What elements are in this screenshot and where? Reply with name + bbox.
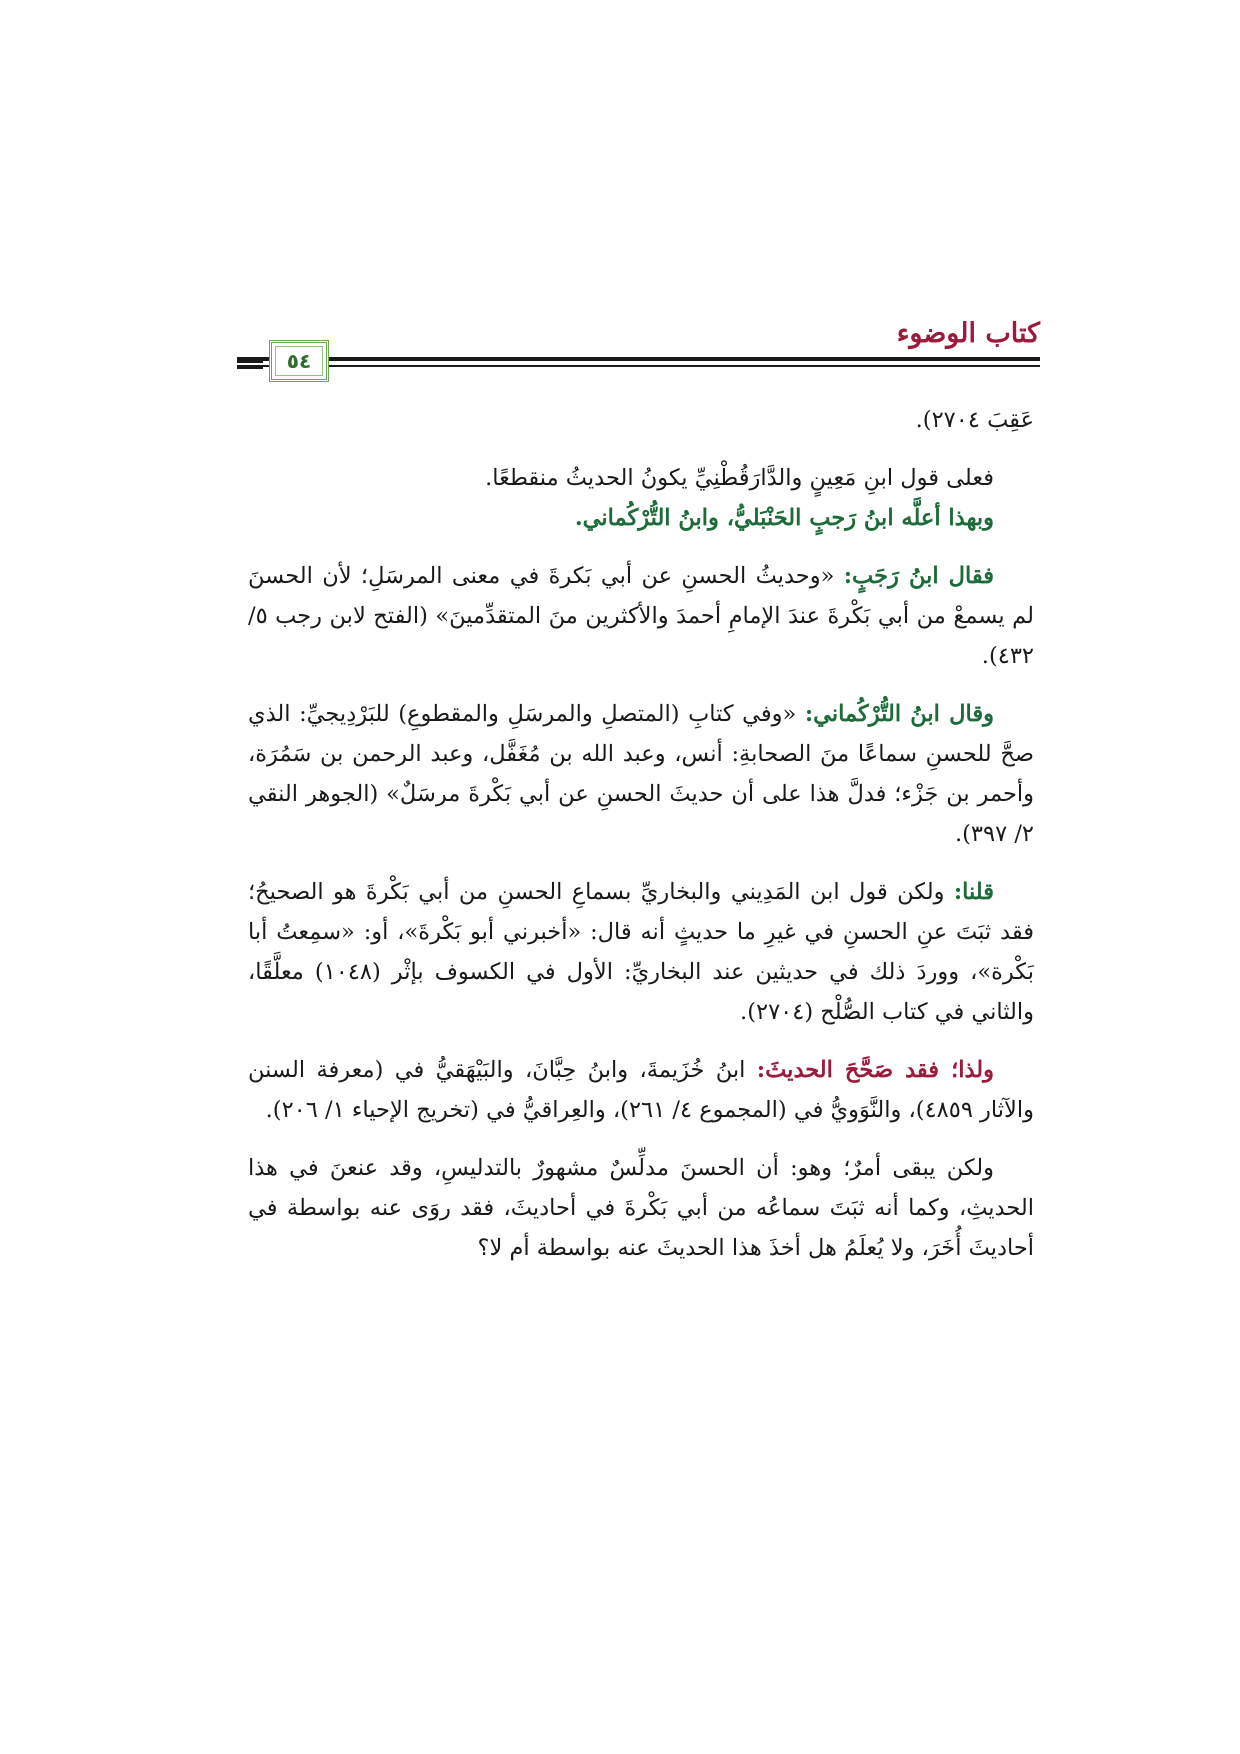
- continuation-line: عَقِبَ ٢٧٠٤).: [915, 407, 1034, 433]
- page-body: [248, 400, 1034, 1268]
- paragraph-3-lead: فقال ابنُ رَجَبٍ:: [843, 563, 994, 589]
- paragraph-6-text: ابنُ خُزَيمةَ، وابنُ حِبَّانَ، والبَيْهَقيُّ في (معرفة السنن والآثار ٤٨٥٩)، والنَّوَويُّ في (المجموع ٤/ ٢٦١)، والعِراقيُّ في (تخريج الإحياء ١/ ٢٠٦).: [248, 1057, 1034, 1123]
- paragraph-6-lead: ولذا؛ فقد صَحَّحَ الحديثَ:: [756, 1057, 995, 1083]
- page-header: [237, 310, 1040, 388]
- paragraph-5: [248, 872, 1034, 1032]
- paragraph-4-lead: وقال ابنُ التُّرْكُماني:: [804, 701, 994, 727]
- header-rule-thick: [237, 357, 1040, 361]
- paragraph-6: [248, 1050, 1034, 1130]
- header-left-dashes: [237, 360, 263, 368]
- paragraph-3-text: «وحديثُ الحسنِ عن أبي بَكرةَ في معنى المرسَلِ؛ لأن الحسنَ لم يسمعْ من أبي بَكْرةَ عندَ الإمامِ أحمدَ والأكثرين منَ المتقدِّمينَ» (الفتح لابن رجب ٥/ ٤٣٢).: [248, 563, 1034, 669]
- header-rule-thin: [237, 365, 1040, 367]
- page-number-frame: [269, 340, 329, 382]
- paragraph-5-lead: قلنا:: [953, 879, 994, 905]
- paragraph-2-heading: وبهذا أعلَّه ابنُ رَجبٍ الحَنْبَليُّ، وابنُ التُّرْكُماني.: [574, 505, 994, 531]
- paragraph-1: فعلى قول ابنِ مَعِينٍ والدَّارَقُطْنِيِّ يكونُ الحديثُ منقطعًا.: [485, 465, 994, 491]
- paragraph-4-text: «وفي كتابِ (المتصلِ والمرسَلِ والمقطوعِ) للبَرْدِيجيِّ: الذي صحَّ للحسنِ سماعًا منَ الصحابةِ: أنس، وعبد الله بن مُغَفَّل، وعبد الرحمن بن سَمُرَة، وأحمر بن جَزْء؛ فدلَّ هذا على أن حديثَ الحسنِ عن أبي بَكْرةَ مرسَلٌ» (الجوهر النقي ٢/ ٣٩٧).: [248, 701, 1034, 847]
- book-title: كتاب الوضوء: [896, 318, 1040, 349]
- paragraph-5-text: ولكن قول ابن المَدِيني والبخاريِّ بسماعِ الحسنِ من أبي بَكْرةَ هو الصحيحُ؛ فقد ثبَتَ عنِ الحسنِ في غيرِ ما حديثٍ أنه قال: «أخبرني أبو بَكْرةَ»، أو: «سمِعتُ أبا بَكْرة»، ووردَ ذلك في حديثين عند البخاريِّ: الأول في الكسوف بإثْر (١٠٤٨) معلَّقًا، والثاني في كتاب الصُّلْح (٢٧٠٤).: [248, 879, 1034, 1025]
- page-number: ٥٤: [286, 349, 312, 373]
- paragraph-4: [248, 694, 1034, 854]
- paragraph-7: ولكن يبقى أمرٌ؛ وهو: أن الحسنَ مدلِّسٌ مشهورٌ بالتدليسِ، وقد عنعنَ في هذا الحديثِ، وكما أنه ثبَتَ سماعُه من أبي بَكْرةَ في أحاديثَ، فقد روَى عنه بواسطة في أحاديثَ أُخَرَ، ولا يُعلَمُ هل أخذَ هذا الحديثَ عنه بواسطة أم لا؟: [248, 1155, 1034, 1261]
- paragraph-3: [248, 556, 1034, 676]
